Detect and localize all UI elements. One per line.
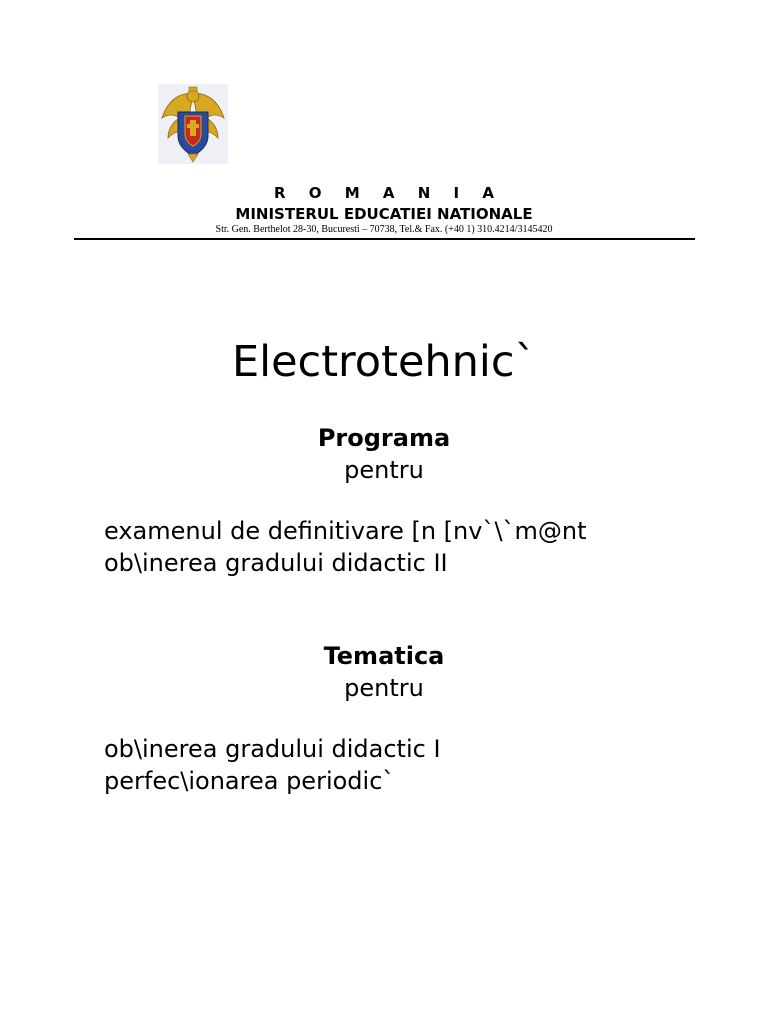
coat-of-arms-icon [158,84,228,164]
header-divider [74,238,695,240]
section-heading-programa: Programa [317,424,451,452]
ministry-address: Str. Gen. Berthelot 28-30, Bucuresti – 70738, Tel.& Fax. (+40 1) 310.4214/3145420 [215,224,553,235]
programa-line-2: ob\inerea gradului didactic II [104,549,448,577]
section-sub-programa: pentru [344,456,424,484]
section-sub-tematica: pentru [344,674,424,702]
section-heading-tematica: Tematica [323,642,445,670]
programa-line-1: examenul de definitivare [n [nv`\`m@nt [104,517,587,545]
tematica-line-1: ob\inerea gradului didactic I [104,735,441,763]
ministry-name: MINISTERUL EDUCATIEI NATIONALE [235,205,533,223]
tematica-line-2: perfec\ionarea periodic` [104,767,395,795]
document-title: Electrotehnic` [231,337,537,387]
country-name: R O M A N I A [274,184,503,202]
